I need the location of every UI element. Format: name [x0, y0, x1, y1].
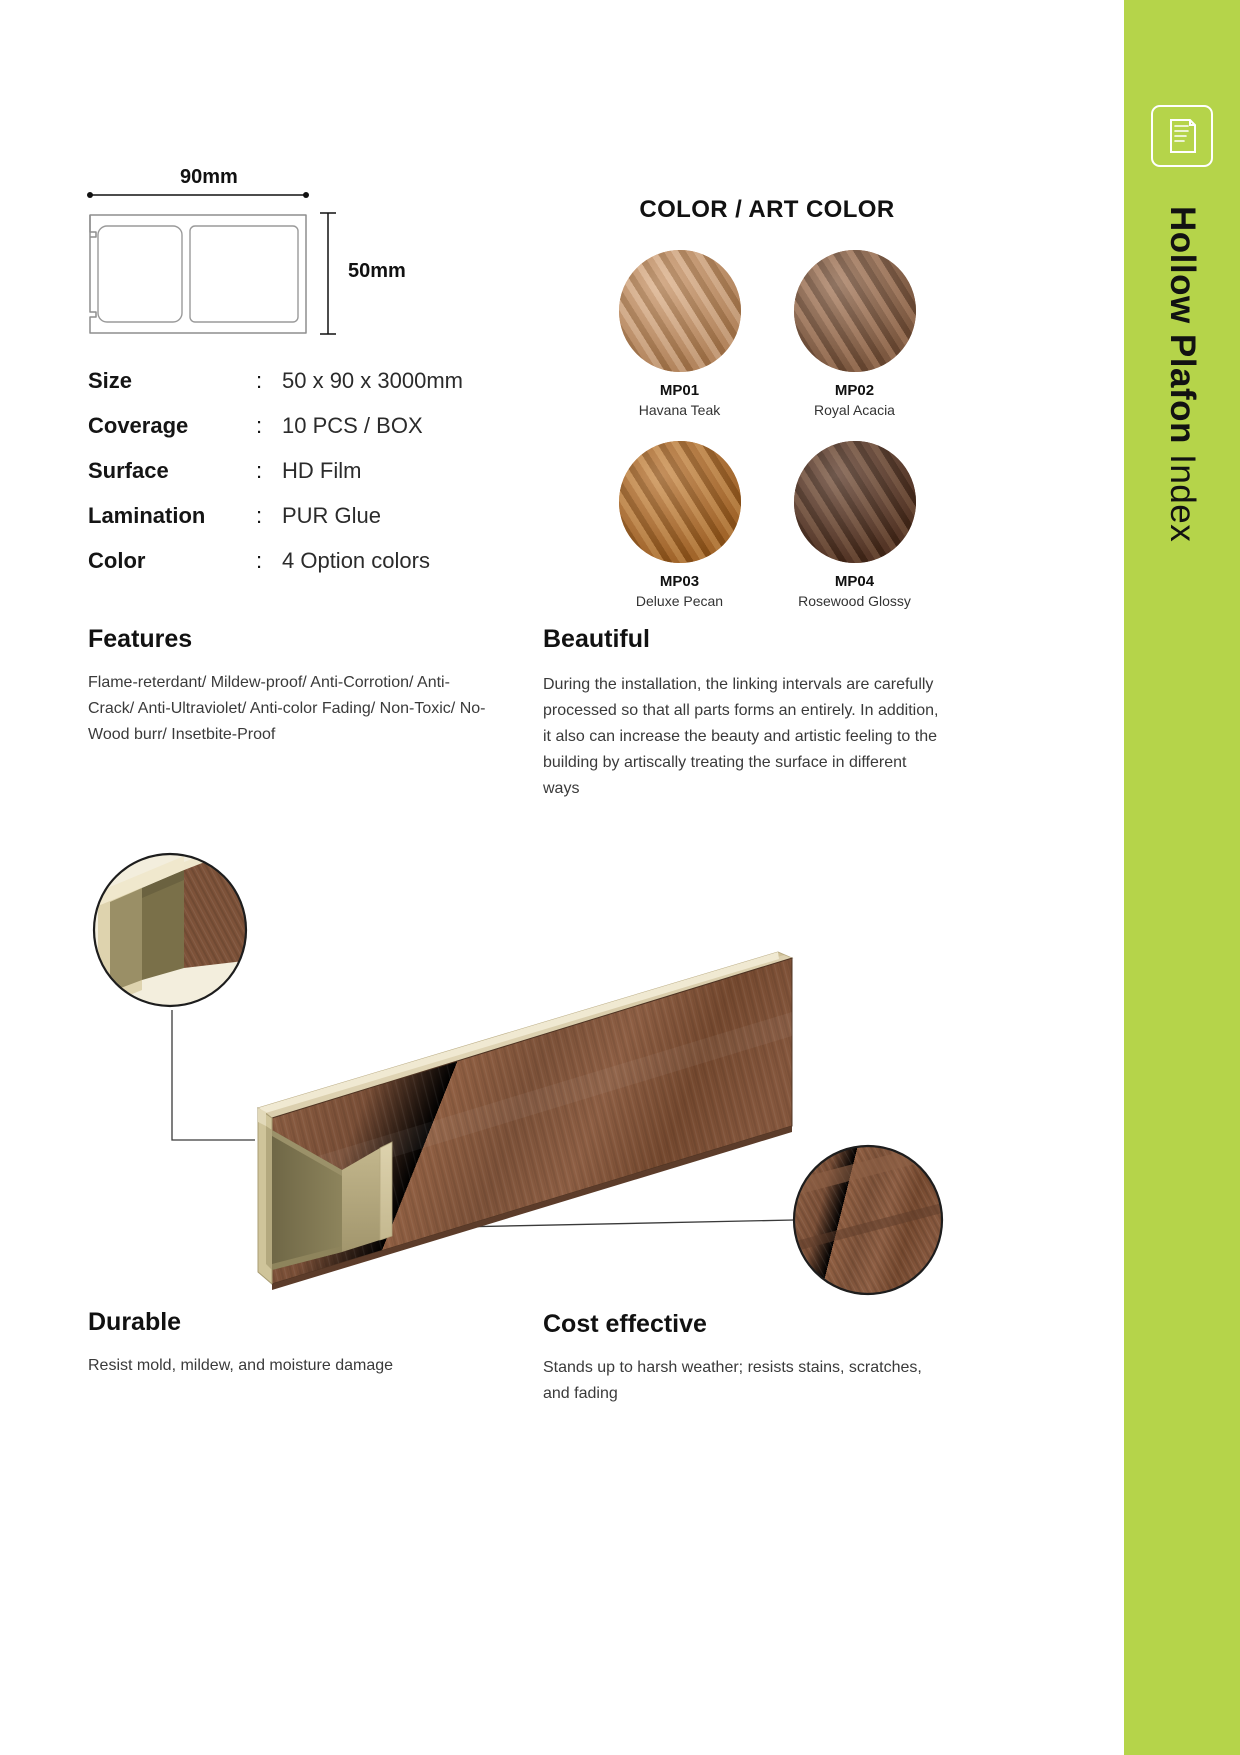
cost-effective-block — [543, 1310, 923, 1407]
swatch-name: Havana Teak — [638, 401, 721, 418]
spec-row-coverage — [88, 413, 558, 458]
swatch-code: MP04 — [834, 572, 875, 590]
color-swatch-mp04[interactable] — [767, 441, 942, 610]
sidebar-title-strong: Hollow Plafon — [1163, 206, 1202, 444]
detail-circle-left-content — [94, 840, 252, 1008]
spec-key: Coverage — [88, 413, 189, 438]
beautiful-body: During the installation, the linking intervals are carefully processed so that all parts forms an entirely. In addition, it also can increase the beauty and artistic feeling to the building by artiscally treating the surface in different ways — [543, 676, 939, 797]
swatch-code: MP03 — [659, 572, 700, 590]
swatch-disc — [794, 250, 916, 372]
swatch-sheen — [619, 441, 741, 563]
spec-colon: : — [256, 503, 263, 528]
swatch-name: Rosewood Glossy — [798, 592, 911, 609]
color-swatch-mp01[interactable] — [592, 250, 767, 419]
features-block — [88, 625, 488, 748]
spec-value: 50 x 90 x 3000mm — [282, 368, 463, 393]
swatch-sheen — [794, 441, 916, 563]
durable-title: Durable — [88, 1308, 182, 1336]
cost-effective-body: Stands up to harsh weather; resists stains, scratches, and fading — [543, 1359, 922, 1402]
spec-key: Surface — [88, 458, 169, 483]
spec-colon: : — [256, 368, 263, 393]
spec-colon: : — [256, 413, 263, 438]
swatch-sheen — [619, 250, 741, 372]
features-body: Flame-reterdant/ Mildew-proof/ Anti-Corrotion/ Anti-Crack/ Anti-Ultraviolet/ Anti-color Fading/ Non-Toxic/ No-Wood burr/ Insetbite-Proof — [88, 674, 486, 743]
spec-key: Size — [88, 368, 133, 393]
color-swatch-grid — [592, 250, 942, 610]
cost-effective-title: Cost effective — [543, 1310, 707, 1338]
color-section-heading: COLOR / ART COLOR — [639, 196, 895, 223]
swatch-disc — [619, 441, 741, 563]
spec-row-size — [88, 368, 558, 413]
features-title: Features — [88, 625, 193, 653]
product-render — [80, 840, 960, 1300]
product-render-svg — [80, 840, 960, 1300]
dimension-width-label: 90mm — [180, 166, 238, 188]
sidebar — [1124, 0, 1240, 1755]
color-options-section — [592, 196, 942, 610]
swatch-sheen — [794, 250, 916, 372]
profile-sheet-icon — [1151, 105, 1213, 167]
technical-cross-section-drawing — [84, 166, 434, 351]
spec-value: 4 Option colors — [282, 548, 430, 573]
swatch-name: Royal Acacia — [814, 401, 895, 418]
swatch-disc — [619, 250, 741, 372]
durable-body: Resist mold, mildew, and moisture damage — [88, 1357, 394, 1374]
dimension-height-label: 50mm — [348, 260, 406, 282]
spec-key: Lamination — [88, 503, 206, 528]
spec-value: PUR Glue — [282, 503, 382, 528]
specification-list — [88, 368, 558, 593]
spec-value: 10 PCS / BOX — [282, 413, 423, 438]
spec-row-color — [88, 548, 558, 593]
sidebar-title-light: Index — [1163, 443, 1202, 543]
swatch-code: MP02 — [834, 382, 875, 399]
spec-colon: : — [256, 458, 263, 483]
spec-row-surface — [88, 458, 558, 503]
swatch-code: MP01 — [659, 382, 700, 399]
color-swatch-mp02[interactable] — [767, 250, 942, 419]
spec-value: HD Film — [282, 458, 362, 483]
spec-row-lamination — [88, 503, 558, 548]
sidebar-title — [1162, 206, 1202, 542]
color-swatch-mp03[interactable] — [592, 441, 767, 610]
spec-colon: : — [256, 548, 263, 573]
spec-key: Color — [88, 548, 146, 573]
durable-block — [88, 1308, 468, 1379]
swatch-disc — [794, 441, 916, 563]
beautiful-title: Beautiful — [543, 625, 650, 653]
sidebar-divider — [1114, 0, 1124, 1755]
cross-section-svg — [84, 166, 434, 351]
swatch-name: Deluxe Pecan — [635, 592, 724, 609]
beautiful-block — [543, 625, 943, 802]
